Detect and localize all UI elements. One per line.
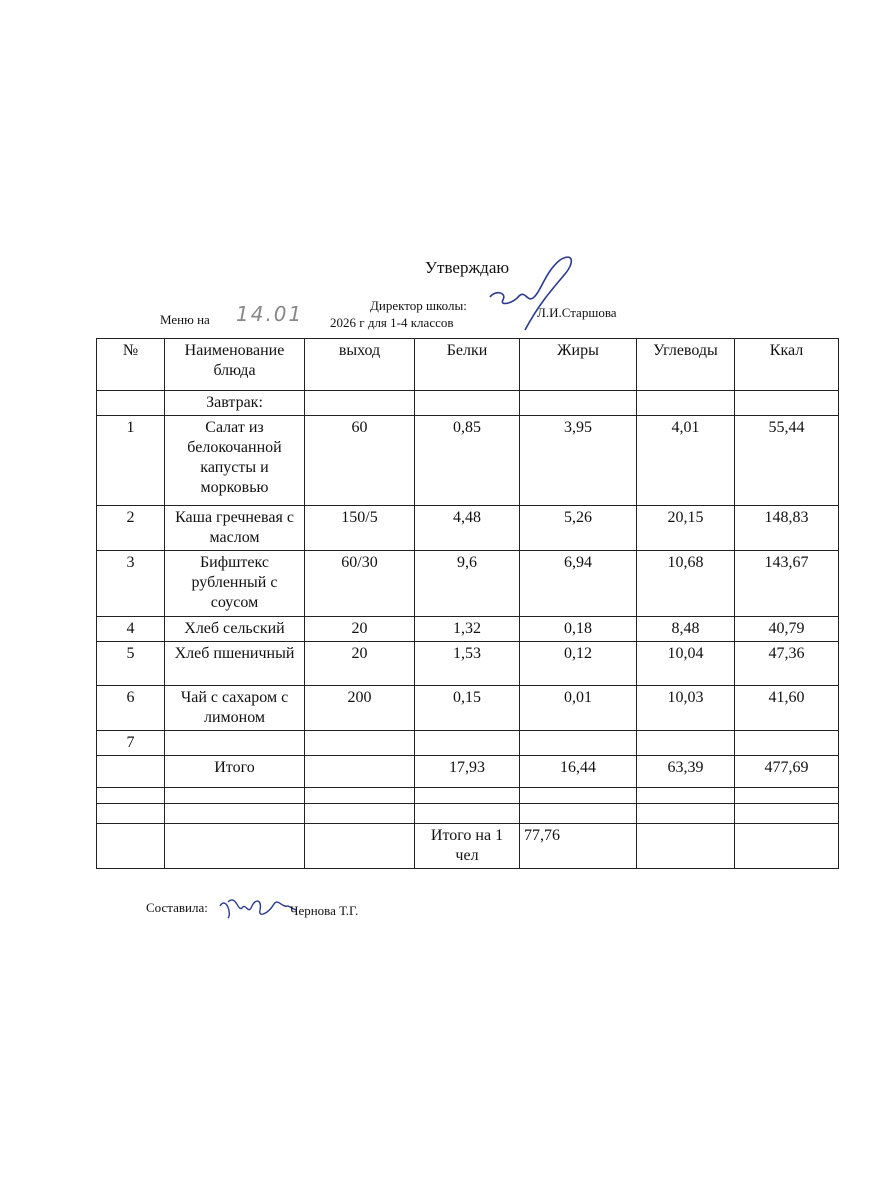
total-fats: 16,44 [520,756,637,788]
row-num: 1 [97,416,165,506]
row-num: 7 [97,731,165,756]
row-name: Чай с сахаром с лимоном [165,686,305,731]
row-proteins: 0,15 [415,686,520,731]
table-row [97,686,839,731]
total-row [97,756,839,788]
total-carbs: 63,39 [637,756,735,788]
year-classes: 2026 г для 1-4 классов [330,315,454,330]
row-proteins: 1,32 [415,617,520,642]
row-vyhod: 200 [305,686,415,731]
row-kcal: 55,44 [735,416,839,506]
section-label: Завтрак: [165,391,305,416]
row-proteins: 4,48 [415,506,520,551]
row-fats: 6,94 [520,551,637,617]
per-person-label: Итого на 1 чел [415,824,520,869]
menu-label: Меню на [160,312,210,327]
row-num: 4 [97,617,165,642]
row-kcal: 40,79 [735,617,839,642]
row-carbs: 20,15 [637,506,735,551]
row-vyhod: 20 [305,642,415,686]
row-name: Салат из белокочанной капусты и морковью [165,416,305,506]
row-proteins: 1,53 [415,642,520,686]
total-label: Итого [165,756,305,788]
row-num: 2 [97,506,165,551]
table-row [97,416,839,506]
total-proteins: 17,93 [415,756,520,788]
menu-date: 14.01 [236,302,304,326]
row-fats: 0,12 [520,642,637,686]
row-carbs: 10,68 [637,551,735,617]
row-name: Хлеб пшеничный [165,642,305,686]
per-person-value: 77,76 [520,824,637,869]
author-name: Чернова Т.Г. [290,903,359,918]
row-name: Каша гречневая с маслом [165,506,305,551]
row-fats: 0,01 [520,686,637,731]
per-person-row [97,824,839,869]
table-row [97,617,839,642]
row-kcal: 143,67 [735,551,839,617]
table-row [97,731,839,756]
author-label: Составила: [146,900,208,915]
row-name: Бифштекс рубленный с соусом [165,551,305,617]
row-kcal: 41,60 [735,686,839,731]
table-row [97,506,839,551]
director-label: Директор школы: [370,298,467,313]
table-row [97,642,839,686]
col-fats: Жиры [520,339,637,391]
director-name: Л.И.Старшова [537,305,617,320]
row-num: 6 [97,686,165,731]
row-carbs: 10,04 [637,642,735,686]
row-name: Хлеб сельский [165,617,305,642]
row-vyhod: 60/30 [305,551,415,617]
row-vyhod: 60 [305,416,415,506]
col-num: № [97,339,165,391]
menu-table [96,338,839,869]
row-num: 5 [97,642,165,686]
col-vyhod: выход [305,339,415,391]
author-signature [218,892,298,922]
col-carbs: Углеводы [637,339,735,391]
row-carbs: 8,48 [637,617,735,642]
row-vyhod: 150/5 [305,506,415,551]
empty-row [97,788,839,804]
row-kcal: 148,83 [735,506,839,551]
col-name: Наименование блюда [165,339,305,391]
row-fats: 5,26 [520,506,637,551]
row-proteins: 9,6 [415,551,520,617]
approve-title: Утверждаю [425,258,510,277]
col-kcal: Ккал [735,339,839,391]
row-vyhod: 20 [305,617,415,642]
row-proteins: 0,85 [415,416,520,506]
empty-row [97,804,839,824]
row-fats: 0,18 [520,617,637,642]
table-row [97,551,839,617]
row-carbs: 4,01 [637,416,735,506]
total-kcal: 477,69 [735,756,839,788]
row-carbs: 10,03 [637,686,735,731]
section-row [97,391,839,416]
row-kcal: 47,36 [735,642,839,686]
row-fats: 3,95 [520,416,637,506]
header-row [97,339,839,391]
row-num: 3 [97,551,165,617]
col-proteins: Белки [415,339,520,391]
